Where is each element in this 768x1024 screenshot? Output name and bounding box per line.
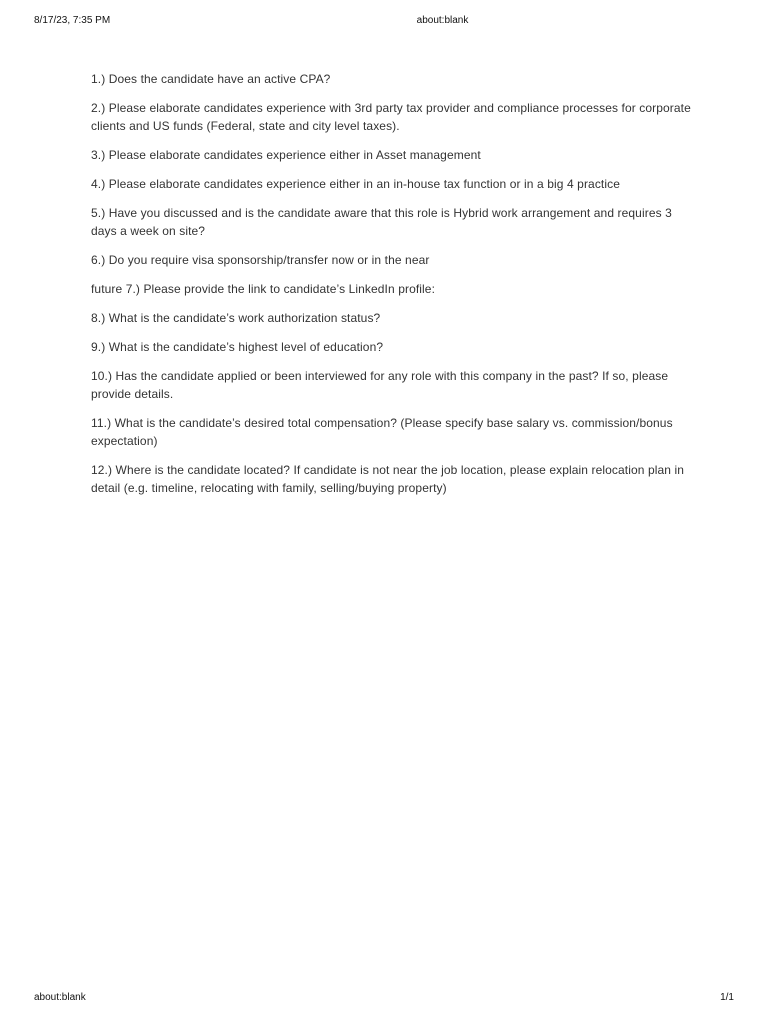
print-datetime: 8/17/23, 7:35 PM: [34, 15, 111, 26]
print-footer: [0, 992, 768, 1006]
question-3: 3.) Please elaborate candidates experience either in Asset management: [91, 148, 481, 162]
question-2: 2.) Please elaborate candidates experience with 3rd party tax provider and compliance processes for corporate clients and US funds (Federal, state and city level taxes).: [91, 101, 691, 133]
question-4: 4.) Please elaborate candidates experience either in an in-house tax function or in a big 4 practice: [91, 177, 620, 191]
question-7: future 7.) Please provide the link to candidate’s LinkedIn profile:: [91, 282, 436, 296]
question-10: 10.) Has the candidate applied or been interviewed for any role with this company in the past? If so, please provide details.: [91, 369, 669, 401]
question-8: 8.) What is the candidate’s work authorization status?: [91, 311, 381, 325]
print-header: [0, 15, 768, 29]
question-5: 5.) Have you discussed and is the candidate aware that this role is Hybrid work arrangement and requires 3 days a week on site?: [91, 206, 672, 238]
print-url: about:blank: [34, 992, 86, 1003]
question-9: 9.) What is the candidate’s highest level of education?: [91, 340, 384, 354]
question-list: [91, 70, 691, 508]
page-number: 1/1: [720, 992, 734, 1003]
question-6: 6.) Do you require visa sponsorship/transfer now or in the near: [91, 253, 430, 267]
print-page-title: about:blank: [416, 15, 469, 26]
question-12: 12.) Where is the candidate located? If candidate is not near the job location, please explain relocation plan in detail (e.g. timeline, relocating with family, selling/buying property): [91, 463, 685, 495]
question-11: 11.) What is the candidate’s desired total compensation? (Please specify base salary vs. commission/bonus expectation): [91, 416, 673, 448]
question-1: 1.) Does the candidate have an active CPA?: [91, 72, 331, 86]
